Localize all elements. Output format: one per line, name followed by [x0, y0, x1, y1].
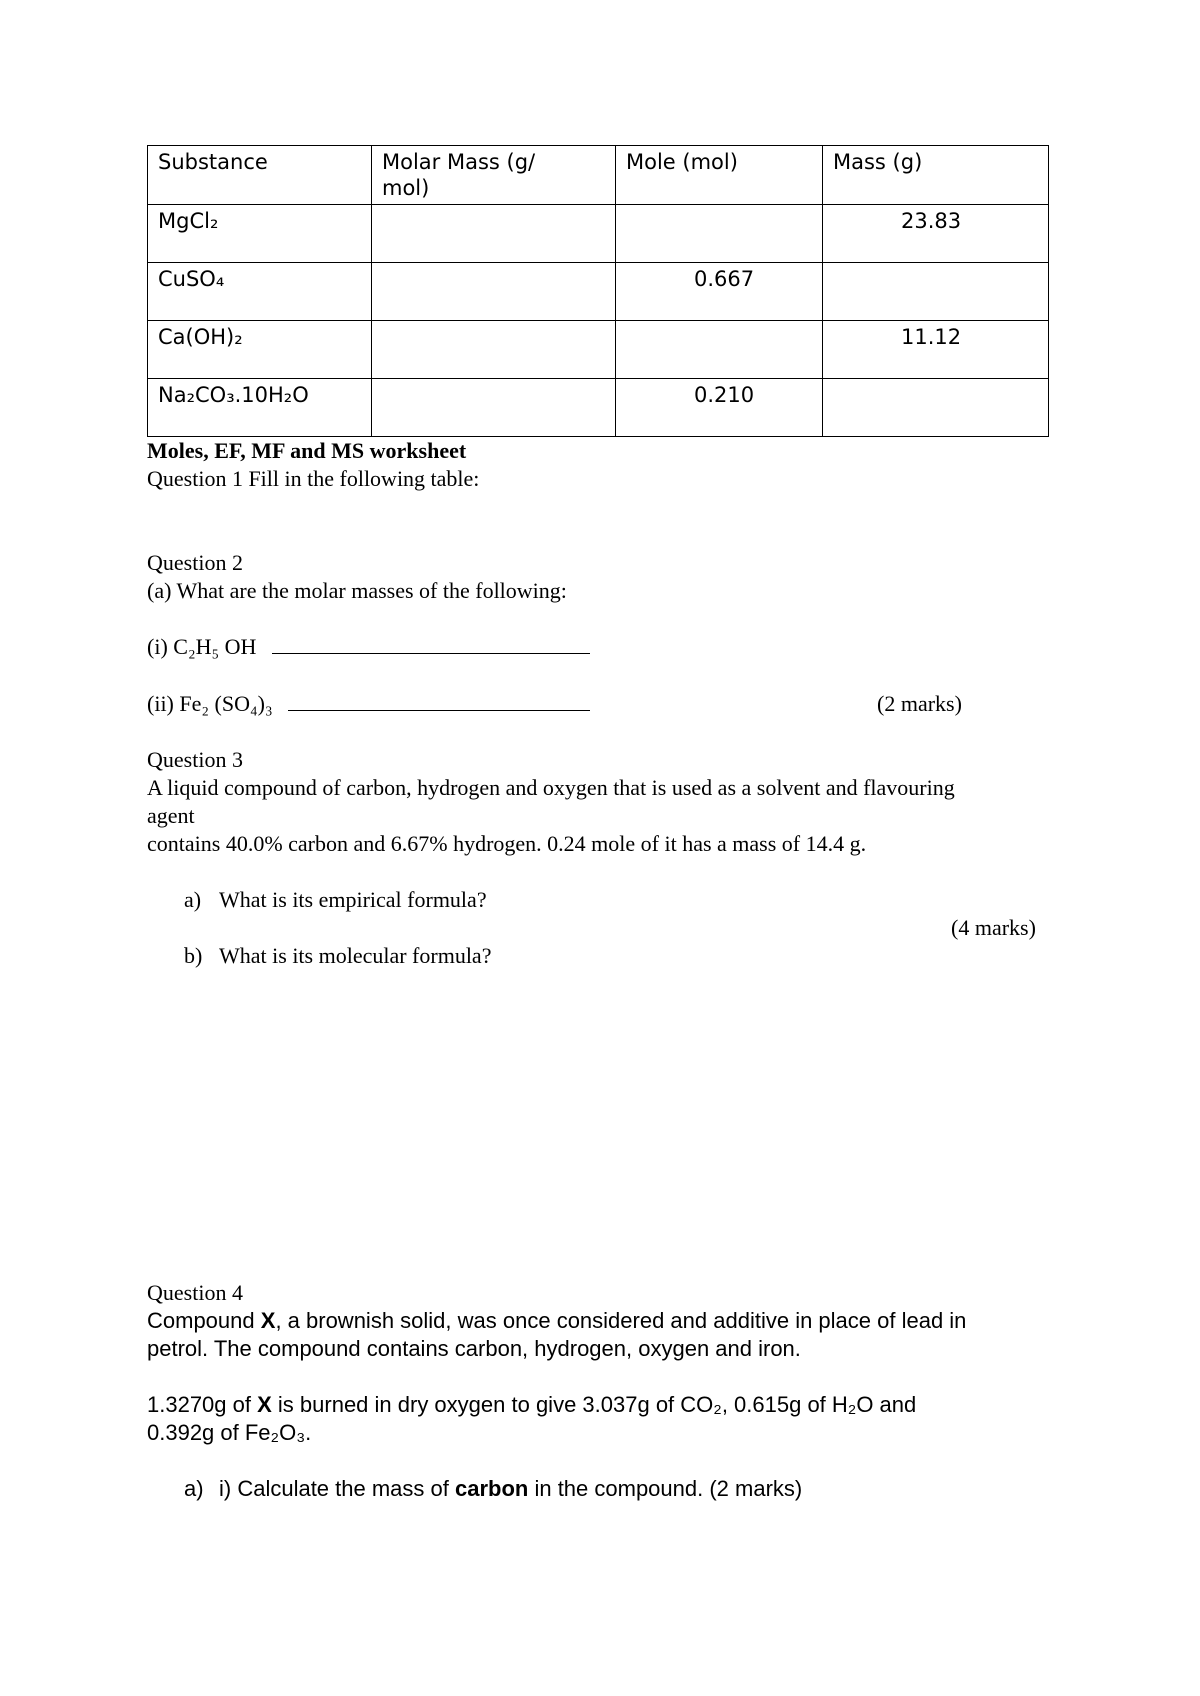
- question-3-line-1: A liquid compound of carbon, hydrogen and oxygen that is used as a solvent and flavouring: [147, 775, 955, 800]
- mass-cell: [823, 379, 1048, 382]
- question-2-part-a: (a) What are the molar masses of the following:: [147, 578, 567, 603]
- header-mole: Mole (mol): [626, 150, 738, 174]
- question-2-heading: Question 2: [147, 550, 243, 575]
- q4-line1-pre: Compound: [147, 1308, 261, 1333]
- table-row: [148, 263, 1049, 321]
- question-4-line-4: 0.392g of Fe₂O₃.: [147, 1420, 312, 1445]
- header-substance: Substance: [158, 150, 268, 174]
- question-3-b-label: b): [184, 943, 203, 968]
- substance-cell: CuSO₄: [158, 267, 225, 291]
- question-3-b-text: What is its molecular formula?: [219, 943, 492, 968]
- header-mass: Mass (g): [833, 150, 923, 174]
- q4-line3-post: is burned in dry oxygen to give 3.037g of CO₂, 0.615g of H₂O and: [271, 1392, 917, 1417]
- question-3-a-label: a): [184, 887, 202, 912]
- question-4-heading: Question 4: [147, 1280, 243, 1305]
- molar-mass-cell: [372, 205, 615, 208]
- question-3-heading: Question 3: [147, 747, 243, 772]
- table-row: [148, 205, 1049, 263]
- q4-line1-post: , a brownish solid, was once considered and additive in place of lead in: [275, 1308, 967, 1333]
- substance-cell: MgCl₂: [158, 209, 219, 233]
- worksheet-title: Moles, EF, MF and MS worksheet: [147, 438, 467, 463]
- molar-mass-cell: [372, 379, 615, 382]
- answer-blank-i[interactable]: [272, 633, 590, 654]
- item-i-label: (i) C₂H₅ OH: [147, 634, 257, 659]
- table-header-row: [148, 146, 1049, 205]
- question-3-a-text: What is its empirical formula?: [219, 887, 487, 912]
- molar-mass-cell: [372, 263, 615, 266]
- mass-cell: 23.83: [901, 209, 962, 233]
- molar-mass-cell: [372, 321, 615, 324]
- header-molar-mass: Molar Mass (g/ mol): [382, 150, 536, 200]
- mole-cell: [616, 321, 822, 324]
- mass-cell: 11.12: [901, 325, 962, 349]
- compound-x-label: X: [260, 1308, 276, 1333]
- q4-a-pre: i) Calculate the mass of: [219, 1476, 455, 1501]
- table-row: [148, 379, 1049, 437]
- substance-cell: Ca(OH)₂: [158, 325, 243, 349]
- compound-x-label: X: [257, 1392, 272, 1417]
- item-ii-label: (ii) Fe₂ (SO₄)₃: [147, 691, 273, 716]
- substance-table: [147, 145, 1049, 437]
- question-4-line-3: [147, 1391, 916, 1419]
- mole-cell: 0.210: [694, 383, 755, 407]
- substance-cell: Na₂CO₃.10H₂O: [158, 383, 309, 407]
- question-2-item-i: [147, 633, 590, 661]
- q4-line3-pre: 1.3270g of: [147, 1392, 258, 1417]
- question-2-item-ii: [147, 690, 590, 718]
- question-4-a-text: [219, 1475, 802, 1503]
- question-2-marks: (2 marks): [877, 691, 962, 716]
- answer-blank-ii[interactable]: [288, 690, 590, 711]
- mole-cell: [616, 205, 822, 208]
- question-4-line-1: [147, 1307, 966, 1335]
- question-4-line-2: petrol. The compound contains carbon, hydrogen, oxygen and iron.: [147, 1336, 801, 1361]
- question-3-line-3: contains 40.0% carbon and 6.67% hydrogen. 0.24 mole of it has a mass of 14.4 g.: [147, 831, 867, 856]
- q4-a-bold: carbon: [454, 1476, 529, 1501]
- question-3-marks: (4 marks): [951, 915, 1036, 940]
- question-4-a-label: a): [184, 1476, 204, 1501]
- table-row: [148, 321, 1049, 379]
- mole-cell: 0.667: [694, 267, 755, 291]
- mass-cell: [823, 263, 1048, 266]
- question-3-line-2: agent: [147, 803, 195, 828]
- question-1: Question 1 Fill in the following table:: [147, 466, 480, 491]
- q4-a-post: in the compound. (2 marks): [528, 1476, 803, 1501]
